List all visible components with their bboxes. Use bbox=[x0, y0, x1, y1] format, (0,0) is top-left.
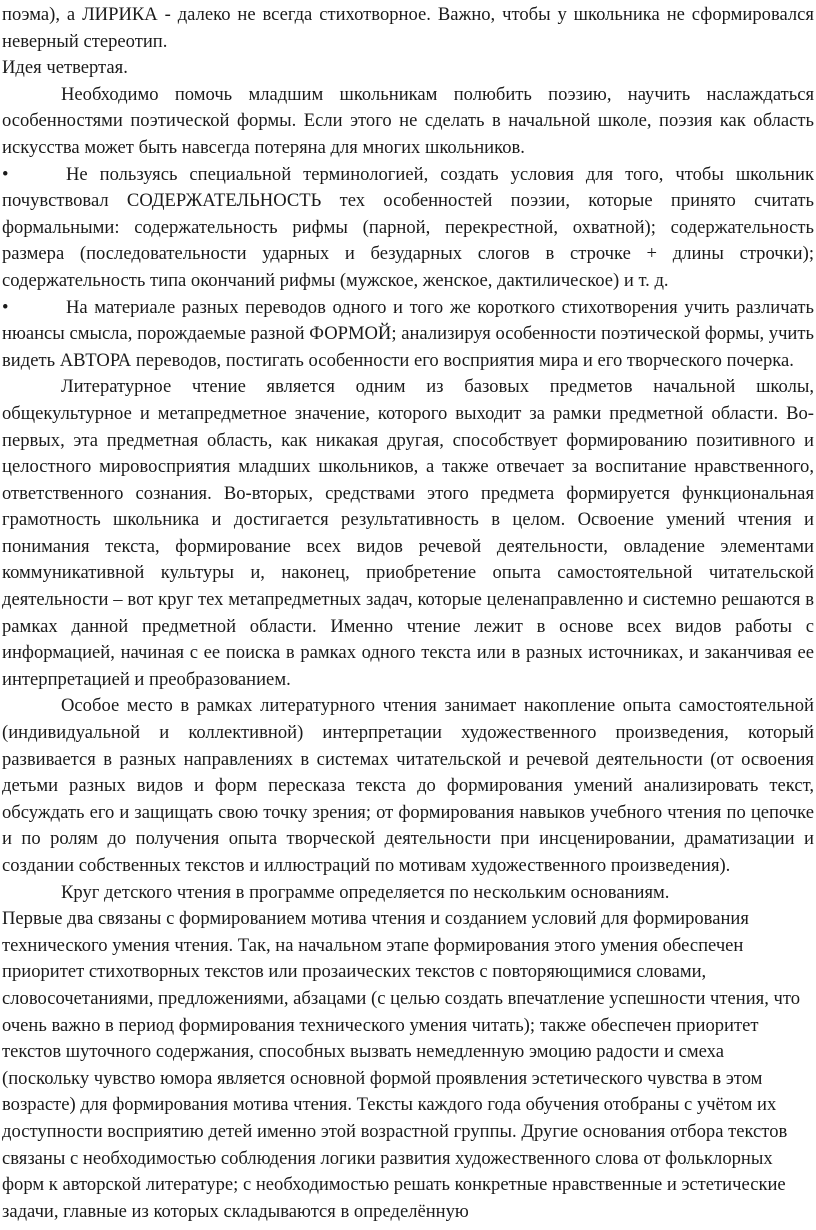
bullet-marker: • bbox=[2, 163, 9, 185]
bullet-marker: • bbox=[2, 296, 9, 318]
bullet-item-content-of-form bbox=[2, 162, 814, 295]
paragraph-love-poetry: Необходимо помочь младшим школьникам полюбить поэзию, научить наслаждаться особенностями поэтической формы. Если этого не сделать в начальной школе, поэзия как область искусства может быть навсегда потеряна для многих школьников. bbox=[2, 83, 814, 158]
paragraph-literary-reading: Литературное чтение является одним из базовых предметов начальной школы, общекультурное и метапредметное значение, которого выходит за рамки предметной области. Во-первых, эта предметная область, как никакая другая, способствует формированию позитивного и целостного мировосприятия младших школьников, а также отвечает за воспитание нравственного, ответственного сознания. Во-вторых, средствами этого предмета формируется функциональная грамотность школьника и достигается результативность в целом. Освоение умений чтения и понимания текста, формирование всех видов речевой деятельности, овладение элементами коммуникативной культуры и, наконец, приобретение опыта самостоятельной читательской деятельности – вот круг тех метапредметных задач, которые целенаправленно и системно решаются в рамках данной предметной области. Именно чтение лежит в основе всех видов работы с информацией, начиная с ее поиска в рамках одного текста или в разных источниках, и заканчивая ее интерпретацией и преобразованием. bbox=[2, 376, 814, 690]
paragraph-idea-four-heading: Идея четвертая. bbox=[2, 57, 128, 79]
paragraph-lyric-note: поэма), а ЛИРИКА - далеко не всегда стихотворное. Важно, чтобы у школьника не сформировался неверный стереотип. bbox=[2, 4, 814, 52]
bullet-item-text: На материале разных переводов одного и того же короткого стихотворения учить различать нюансы смысла, порождаемые разной ФОРМОЙ; анализируя особенности поэтической формы, учить видеть АВТОРА переводов, постигать особенности его восприятия мира и его творческого почерка. bbox=[2, 296, 814, 371]
bullet-item-text: Не пользуясь специальной терминологией, создать условия для того, чтобы школьник почувствовал СОДЕРЖАТЕЛЬНОСТЬ тех особенностей поэзии, которые принято считать формальными: содержательность рифмы (парной, перекрестной, охватной); содержательность размера (последовательности ударных и безударных слогов в строчке + длины строчки); содержательность типа окончаний рифмы (мужское, женское, дактилическое) и т. д. bbox=[2, 163, 814, 291]
paragraph-interpretation-experience: Особое место в рамках литературного чтения занимает накопление опыта самостоятельной (индивидуальной и коллективной) интерпретации художественного произведения, который развивается в разных направлениях в системах читательской и речевой деятельности (от освоения детьми разных видов и форм пересказа текста до формирования умений анализировать текст, обсуждать его и защищать свою точку зрения; от формирования навыков учебного чтения по цепочке и по ролям до получения опыта творческой деятельности при инсценировании, драматизации и создании собственных текстов и иллюстраций по мотивам художественного произведения). bbox=[2, 695, 814, 876]
paragraph-reading-circle: Круг детского чтения в программе определяется по нескольким основаниям. bbox=[61, 881, 670, 903]
bullet-item-translations bbox=[2, 295, 814, 375]
paragraph-text-selection: Первые два связаны с формированием мотива чтения и созданием условий для формирования технического умения чтения. Так, на начальном этапе формирования этого умения обеспечен приоритет стихотворных текстов или прозаических текстов с повторяющимися словами, словосочетаниями, предложениями, абзацами (с целью создать впечатление успешности чтения, что очень важно в период формирования технического умения читать); также обеспечен приоритет текстов шуточного содержания, способных вызвать немедленную эмоцию радости и смеха (поскольку чувство юмора является основной формой проявления эстетического чувства в этом возрасте) для формирования мотива чтения. Тексты каждого года обучения отобраны с учётом их доступности восприятию детей именно этой возрастной группы. Другие основания отбора текстов связаны с необходимостью соблюдения логики развития художественного слова от фольклорных форм к авторской литературе; с необходимостью решать конкретные нравственные и эстетические задачи, главные из которых складываются в определённую bbox=[2, 908, 801, 1222]
